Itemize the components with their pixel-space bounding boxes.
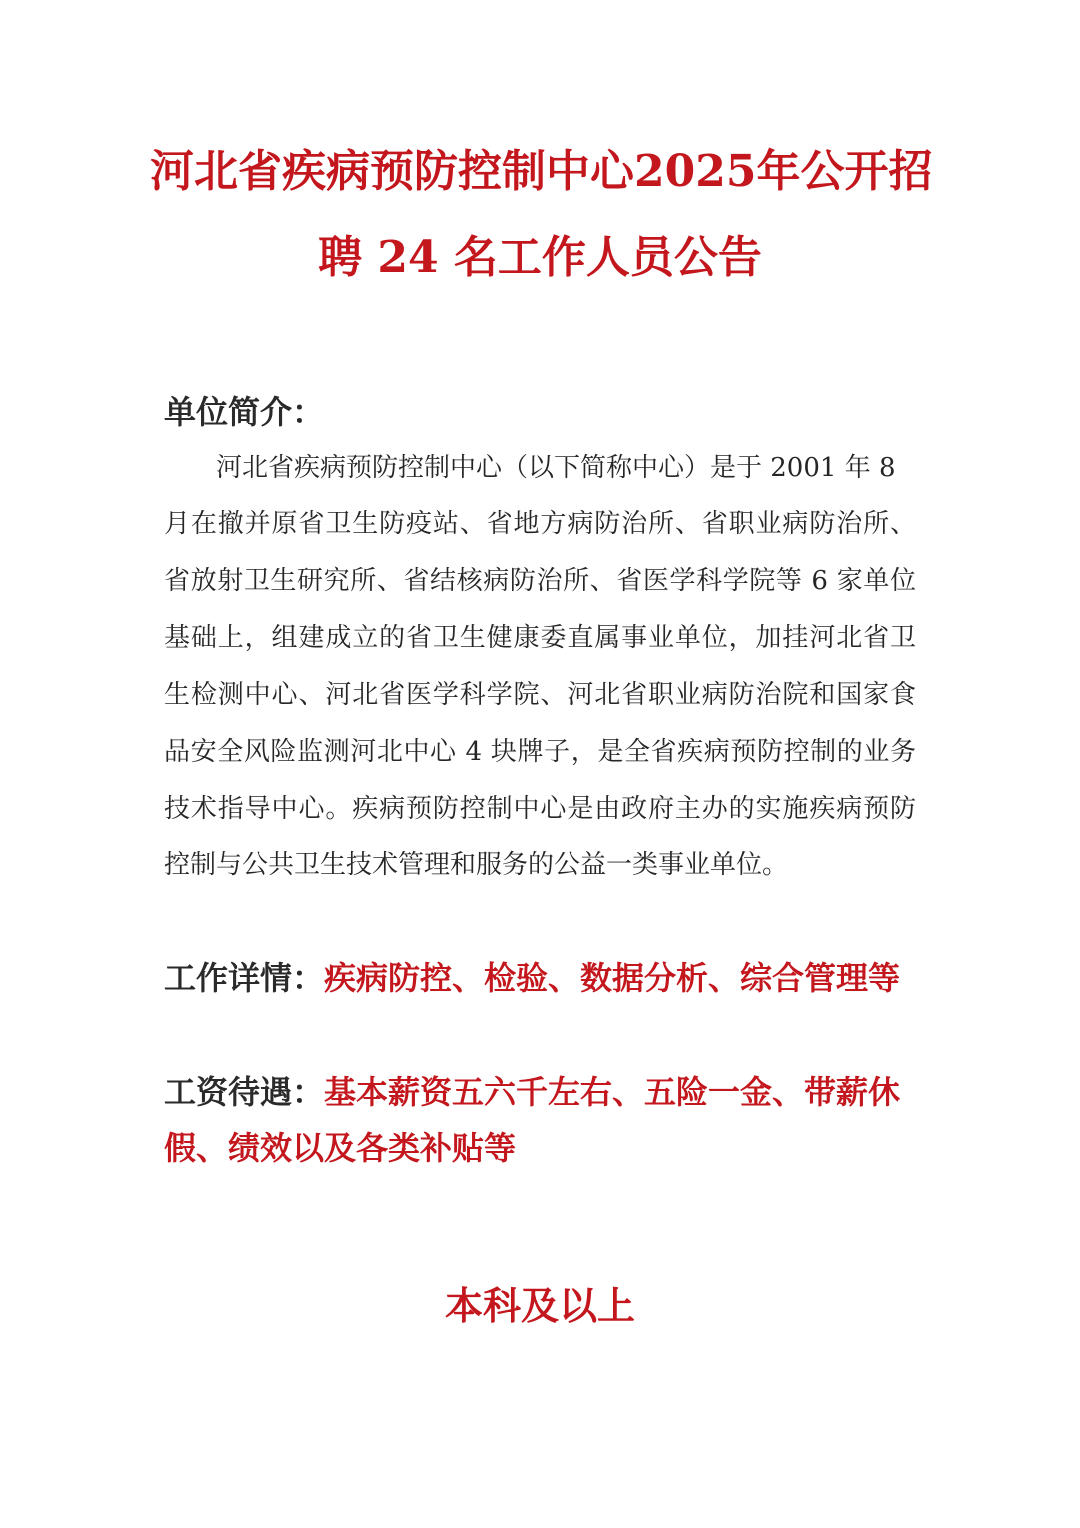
salary-label: 工资待遇： — [164, 1073, 325, 1111]
page-title-line-2: 聘 24 名工作人员公告 — [318, 232, 762, 283]
intro-heading: 单位简介： — [164, 393, 325, 431]
intro-line: 河北省疾病预防控制中心（以下简称中心）是于 2001 年 8 — [216, 453, 896, 483]
salary-value-continued: 假、绩效以及各类补贴等 — [164, 1129, 517, 1167]
intro-line: 技术指导中心。疾病预防控制中心是由政府主办的实施疾病预防 — [164, 794, 916, 824]
page-title-line-1: 河北省疾病预防控制中心2025年公开招 — [150, 146, 933, 197]
intro-line: 控制与公共卫生技术管理和服务的公益一类事业单位。 — [164, 850, 789, 880]
education-requirement: 本科及以上 — [444, 1283, 635, 1328]
intro-line: 生检测中心、河北省医学科学院、河北省职业病防治院和国家食 — [164, 680, 916, 710]
salary-row — [164, 1072, 900, 1112]
work-details-value: 疾病防控、检验、数据分析、综合管理等 — [324, 959, 901, 997]
intro-line: 省放射卫生研究所、省结核病防治所、省医学科学院等 6 家单位 — [164, 566, 916, 596]
intro-line: 品安全风险监测河北中心 4 块牌子，是全省疾病预防控制的业务 — [164, 737, 916, 767]
work-details-label: 工作详情： — [164, 959, 325, 997]
intro-line: 月在撤并原省卫生防疫站、省地方病防治所、省职业病防治所、 — [164, 509, 916, 539]
work-details-row — [164, 958, 900, 998]
intro-line: 基础上，组建成立的省卫生健康委直属事业单位，加挂河北省卫 — [164, 623, 916, 653]
salary-value: 基本薪资五六千左右、五险一金、带薪休 — [324, 1073, 901, 1111]
